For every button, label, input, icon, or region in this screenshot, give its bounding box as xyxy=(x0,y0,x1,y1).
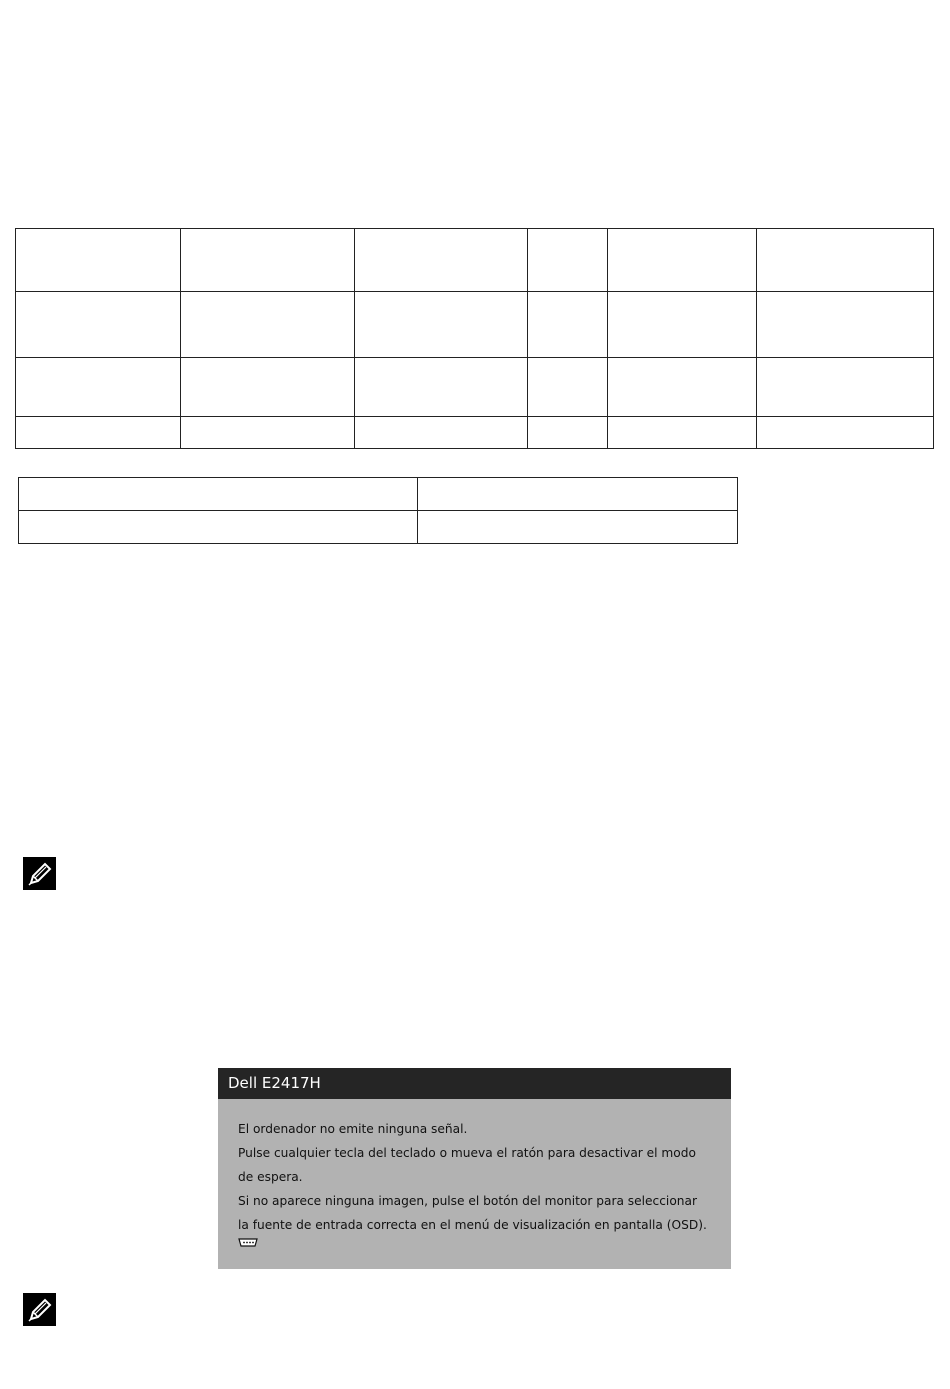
vga-connector-icon xyxy=(238,1238,258,1247)
power-modes-table xyxy=(15,228,934,449)
table-cell xyxy=(19,478,418,511)
table-cell xyxy=(16,358,181,417)
table-cell xyxy=(528,229,608,292)
table-row xyxy=(19,511,738,544)
osd-message xyxy=(218,1099,731,1247)
osd-no-signal-dialog xyxy=(218,1068,731,1269)
osd-line: Si no aparece ninguna imagen, pulse el botón del monitor para seleccionar xyxy=(238,1194,697,1208)
pencil-note-icon xyxy=(23,857,56,890)
table-cell xyxy=(355,417,528,449)
table-cell xyxy=(16,417,181,449)
table-cell xyxy=(757,358,934,417)
osd-line: El ordenador no emite ninguna señal. xyxy=(238,1122,468,1136)
table-cell xyxy=(608,229,757,292)
table-cell xyxy=(355,358,528,417)
table-cell xyxy=(608,417,757,449)
table-row xyxy=(19,478,738,511)
table-cell xyxy=(181,358,355,417)
table-cell xyxy=(528,358,608,417)
osd-line: de espera. xyxy=(238,1170,303,1184)
table-cell xyxy=(181,229,355,292)
osd-title: Dell E2417H xyxy=(218,1068,731,1099)
table-row xyxy=(16,417,934,449)
table-cell xyxy=(608,292,757,358)
table-cell xyxy=(19,511,418,544)
table-cell xyxy=(608,358,757,417)
table-cell xyxy=(16,292,181,358)
table-cell xyxy=(757,229,934,292)
table-cell xyxy=(757,417,934,449)
energy-table xyxy=(18,477,738,544)
table-cell xyxy=(528,292,608,358)
table-cell xyxy=(355,229,528,292)
osd-line: Pulse cualquier tecla del teclado o mueva el ratón para desactivar el modo xyxy=(238,1146,696,1160)
osd-line: la fuente de entrada correcta en el menú de visualización en pantalla (OSD). xyxy=(238,1218,707,1232)
table-cell xyxy=(757,292,934,358)
table-cell xyxy=(181,417,355,449)
table-cell xyxy=(16,229,181,292)
table-row xyxy=(16,358,934,417)
pencil-note-icon xyxy=(23,1293,56,1326)
table-cell xyxy=(355,292,528,358)
table-cell xyxy=(181,292,355,358)
table-row xyxy=(16,292,934,358)
table-row xyxy=(16,229,934,292)
table-cell xyxy=(418,511,738,544)
table-cell xyxy=(418,478,738,511)
table-cell xyxy=(528,417,608,449)
